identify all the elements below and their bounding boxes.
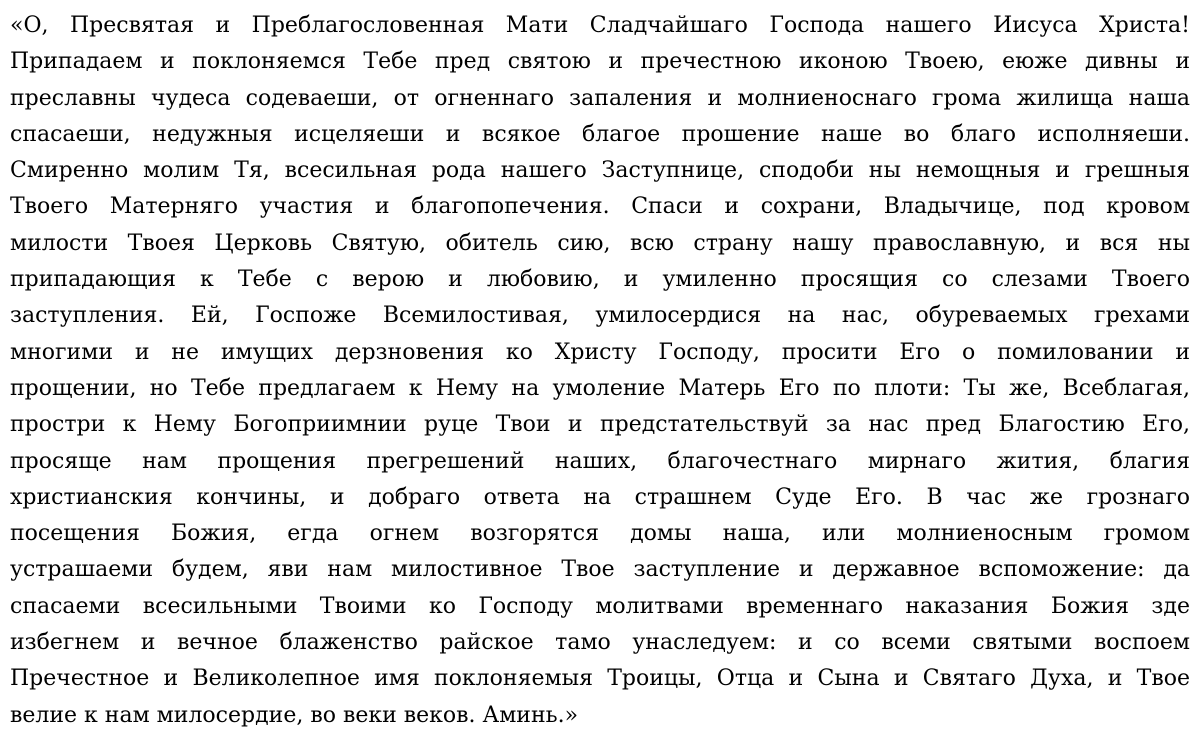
prayer-text xyxy=(10,8,1190,734)
text-line: устрашаеми будем, яви нам милостивное Твое заступление и державное вспоможение: да xyxy=(10,557,1190,583)
text-line: милости Твоея Церковь Святую, обитель сию, всю страну нашу православную, и вся ны xyxy=(10,230,1190,256)
text-line: Смиренно молим Тя, всесильная рода нашего Заступнице, сподоби ны немощныя и грешныя xyxy=(10,158,1190,184)
text-line: христианския кончины, и добраго ответа на страшнем Суде Его. В час же грознаго xyxy=(10,484,1190,510)
text-line: «О, Пресвятая и Преблагословенная Мати Сладчайшаго Господа нашего Иисуса Христа! xyxy=(10,13,1190,38)
text-line: Припадаем и поклоняемся Тебе пред святою и пречестною иконою Твоею, еюже дивны и xyxy=(10,49,1190,75)
text-line: Твоего Матерняго участия и благопопечения. Спаси и сохрани, Владычице, под кровом xyxy=(10,194,1190,220)
text-line: Пречестное и Великолепное имя поклоняемыя Троицы, Отца и Сына и Святаго Духа, и Твое xyxy=(10,666,1190,692)
text-line: спасаеми всесильными Твоими ко Господу молитвами временнаго наказания Божия зде xyxy=(10,593,1190,619)
text-line: посещения Божия, егда огнем возгорятся домы наша, или молниеносным громом xyxy=(10,521,1190,547)
text-line: просяще нам прощения прегрешений наших, благочестнаго мирнаго жития, благия xyxy=(10,448,1190,474)
text-line: преславны чудеса содеваеши, от огненнаго запаления и молниеноснаго грома жилища наша xyxy=(10,85,1190,111)
text-line: прощении, но Тебе предлагаем к Нему на умоление Матерь Его по плоти: Ты же, Всеблагая, xyxy=(10,375,1190,401)
text-line: велие к нам милосердие, во веки веков. Аминь.» xyxy=(10,702,579,728)
text-line: многими и не имущих дерзновения ко Христу Господу, просити Его о помиловании и xyxy=(10,339,1190,365)
text-line: спасаеши, недужныя исцеляеши и всякое благое прошение наше во благо исполняеши. xyxy=(10,121,1190,147)
text-line: избегнем и вечное блаженство райское тамо унаследуем: и со всеми святыми воспоем xyxy=(10,630,1190,656)
text-line: заступления. Ей, Госпоже Всемилостивая, умилосердися на нас, обуреваемых грехами xyxy=(10,303,1190,329)
text-line: припадающия к Тебе с верою и любовию, и умиленно просящия со слезами Твоего xyxy=(10,267,1190,293)
text-line: простри к Нему Богоприимнии руце Твои и предстательствуй за нас пред Благостию Его, xyxy=(10,412,1190,438)
